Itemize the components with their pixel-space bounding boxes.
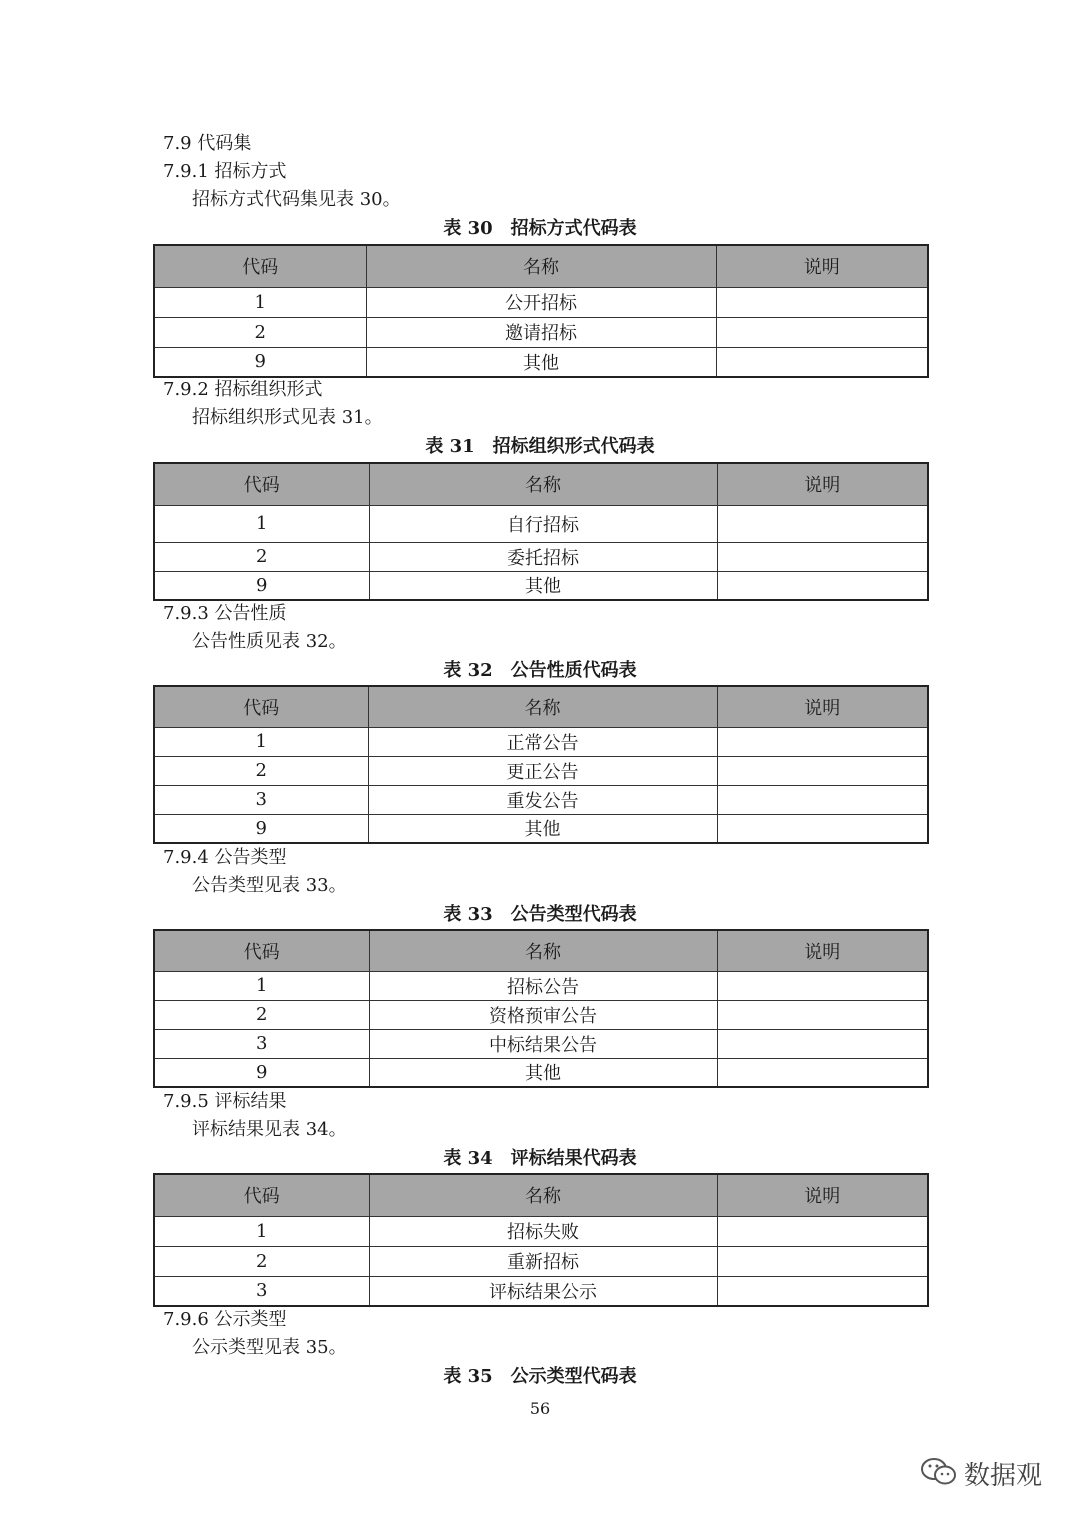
header-note: 说明 <box>716 245 928 287</box>
header-code: 代码 <box>154 1174 369 1216</box>
table-caption: 表 35 公示类型代码表 <box>443 1366 637 1387</box>
code-table-31 <box>153 462 929 601</box>
table-row: 2 邀请招标 <box>154 317 928 347</box>
subsection-heading: 7.9.5 评标结果 <box>163 1091 287 1112</box>
table-caption: 表 33 公告类型代码表 <box>443 904 637 925</box>
header-note: 说明 <box>717 686 928 727</box>
code-table-33 <box>153 929 929 1088</box>
table-row: 9 其他 <box>154 814 928 843</box>
header-code: 代码 <box>154 463 369 505</box>
section-number: 7.9 <box>163 133 192 154</box>
header-name: 名称 <box>368 686 717 727</box>
code-table-30 <box>153 244 929 378</box>
header-code: 代码 <box>154 930 369 971</box>
table-row: 3 重发公告 <box>154 785 928 814</box>
watermark-text: 数据观 <box>964 1461 1043 1491</box>
table-row: 2 资格预审公告 <box>154 1000 928 1029</box>
header-note: 说明 <box>717 1174 928 1216</box>
section-title: 代码集 <box>197 133 252 154</box>
table-caption: 表 32 公告性质代码表 <box>443 660 637 681</box>
header-name: 名称 <box>369 930 717 971</box>
header-note: 说明 <box>717 930 928 971</box>
table-caption: 表 30 招标方式代码表 <box>443 218 637 239</box>
watermark <box>920 1455 1042 1492</box>
subsection-heading: 7.9.2 招标组织形式 <box>163 379 323 400</box>
table-row: 9 其他 <box>154 1058 928 1087</box>
code-table-32 <box>153 685 929 844</box>
table-row: 9 其他 <box>154 571 928 600</box>
header-name: 名称 <box>369 463 717 505</box>
table-row: 1 公开招标 <box>154 287 928 317</box>
subsection-ref: 招标方式代码集见表 30。 <box>192 189 401 210</box>
subsection-ref: 公告类型见表 33。 <box>192 875 347 896</box>
wechat-icon <box>920 1456 958 1492</box>
subsection-ref: 公告性质见表 32。 <box>192 631 347 652</box>
section-heading <box>163 133 251 155</box>
subsection-ref: 评标结果见表 34。 <box>192 1119 347 1140</box>
table-row: 1 正常公告 <box>154 727 928 756</box>
subsection-heading: 7.9.6 公示类型 <box>163 1309 287 1330</box>
header-code: 代码 <box>154 245 366 287</box>
table-row: 1 自行招标 <box>154 505 928 542</box>
header-name: 名称 <box>369 1174 717 1216</box>
table-row: 3 中标结果公告 <box>154 1029 928 1058</box>
table-row: 2 重新招标 <box>154 1246 928 1276</box>
table-row: 2 更正公告 <box>154 756 928 785</box>
page-number: 56 <box>529 1399 551 1418</box>
table-row: 9 其他 <box>154 347 928 377</box>
header-name: 名称 <box>366 245 716 287</box>
table-row: 1 招标失败 <box>154 1216 928 1246</box>
table-row: 3 评标结果公示 <box>154 1276 928 1306</box>
table-caption: 表 31 招标组织形式代码表 <box>425 436 655 457</box>
table-row: 1 招标公告 <box>154 971 928 1000</box>
header-note: 说明 <box>717 463 928 505</box>
table-row: 2 委托招标 <box>154 542 928 571</box>
subsection-heading: 7.9.3 公告性质 <box>163 603 287 624</box>
code-table-34 <box>153 1173 929 1307</box>
table-caption: 表 34 评标结果代码表 <box>443 1148 637 1169</box>
subsection-heading: 7.9.4 公告类型 <box>163 847 287 868</box>
subsection-heading: 7.9.1 招标方式 <box>163 161 287 182</box>
subsection-ref: 招标组织形式见表 31。 <box>192 407 383 428</box>
subsection-ref: 公示类型见表 35。 <box>192 1337 347 1358</box>
header-code: 代码 <box>154 686 368 727</box>
